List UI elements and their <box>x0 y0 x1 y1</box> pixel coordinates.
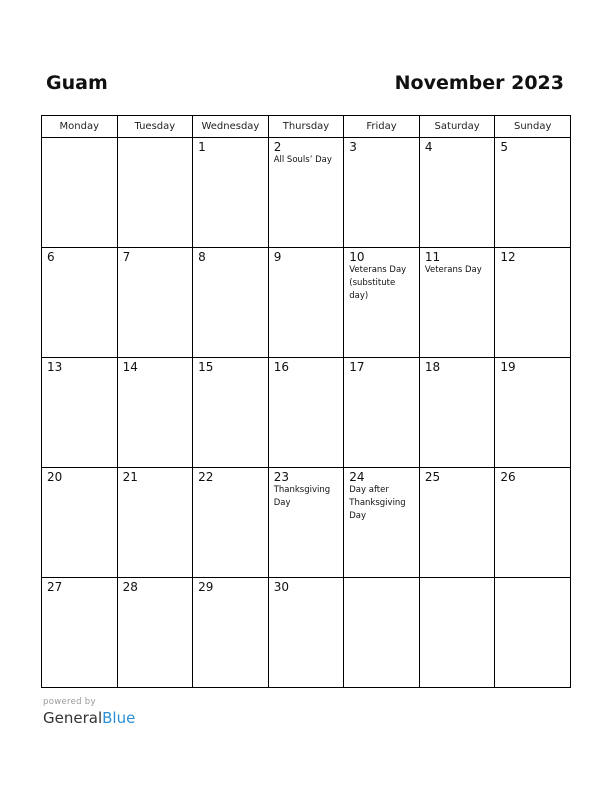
day-number: 25 <box>424 470 441 484</box>
day-cell[interactable] <box>193 468 269 578</box>
day-cell-content <box>118 358 193 374</box>
day-cell-content <box>193 248 268 264</box>
day-cell-content <box>269 138 344 167</box>
day-number: 4 <box>424 140 433 154</box>
day-cell-content <box>42 468 117 484</box>
day-number: 23 <box>273 470 289 484</box>
weekday-header-row <box>42 116 571 138</box>
day-cell-content <box>193 358 268 374</box>
day-cell[interactable] <box>495 358 571 468</box>
day-cell-content <box>42 578 117 594</box>
day-cell[interactable] <box>42 468 118 578</box>
brand-logo-part1: General <box>43 709 103 727</box>
day-cell[interactable] <box>419 468 495 578</box>
week-row <box>42 468 571 578</box>
day-cell-content <box>118 468 193 484</box>
day-number: 1 <box>198 140 206 154</box>
day-cell-content <box>193 578 268 594</box>
day-cell-content <box>118 578 193 594</box>
powered-by-text: powered by <box>43 697 96 707</box>
day-cell[interactable] <box>268 248 344 358</box>
day-number: 27 <box>47 580 63 594</box>
day-number: 6 <box>47 250 55 264</box>
day-number: 20 <box>47 470 63 484</box>
weekday-header-tuesday: Tuesday <box>117 116 193 138</box>
day-cell[interactable] <box>268 138 344 248</box>
day-cell[interactable] <box>193 138 269 248</box>
day-number: 5 <box>500 140 509 154</box>
day-cell-content <box>420 468 495 484</box>
day-cell-content <box>344 138 419 154</box>
day-cell-content <box>420 578 495 580</box>
day-cell[interactable] <box>193 358 269 468</box>
holiday-label: Thanksgiving Day <box>273 485 331 508</box>
weekday-header-monday: Monday <box>42 116 118 138</box>
day-number: 8 <box>198 250 206 264</box>
footer-branding <box>43 697 135 727</box>
day-cell-content <box>118 138 193 140</box>
day-number: 14 <box>122 360 138 374</box>
week-row <box>42 138 571 248</box>
day-number: 21 <box>122 470 138 484</box>
day-cell-content <box>495 578 570 580</box>
day-cell[interactable] <box>495 468 571 578</box>
day-cell[interactable] <box>42 248 118 358</box>
day-cell-content <box>495 138 570 154</box>
day-cell[interactable] <box>419 248 495 358</box>
day-number: 30 <box>273 580 289 594</box>
day-cell-content <box>495 358 570 374</box>
day-number: 26 <box>500 470 516 484</box>
day-cell[interactable] <box>344 468 420 578</box>
week-row <box>42 358 571 468</box>
week-row <box>42 248 571 358</box>
calendar-grid <box>41 115 571 688</box>
day-number: 18 <box>424 360 441 374</box>
day-cell[interactable] <box>344 358 420 468</box>
day-number: 12 <box>500 250 516 264</box>
day-cell-content <box>495 468 570 484</box>
holiday-label: Veterans Day <box>424 265 482 275</box>
day-number: 2 <box>273 140 282 154</box>
day-cell-content <box>344 468 419 523</box>
day-cell-content <box>42 248 117 264</box>
day-number: 16 <box>273 360 289 374</box>
month-year-title: November 2023 <box>394 72 564 94</box>
weekday-header-thursday: Thursday <box>268 116 344 138</box>
day-cell[interactable] <box>419 358 495 468</box>
day-cell-content <box>269 468 344 510</box>
weekday-header-sunday: Sunday <box>495 116 571 138</box>
empty-day-cell <box>344 578 420 688</box>
day-cell[interactable] <box>344 138 420 248</box>
weekday-header-friday: Friday <box>344 116 420 138</box>
day-cell[interactable] <box>117 358 193 468</box>
day-cell[interactable] <box>193 248 269 358</box>
day-cell[interactable] <box>193 578 269 688</box>
day-cell[interactable] <box>419 138 495 248</box>
empty-day-cell <box>419 578 495 688</box>
day-cell[interactable] <box>117 468 193 578</box>
day-cell-content <box>495 248 570 264</box>
empty-day-cell <box>42 138 118 248</box>
weekday-header-saturday: Saturday <box>419 116 495 138</box>
location-title: Guam <box>46 72 108 94</box>
day-cell[interactable] <box>117 248 193 358</box>
day-cell[interactable] <box>344 248 420 358</box>
day-cell[interactable] <box>268 358 344 468</box>
day-number: 9 <box>273 250 282 264</box>
day-cell-content <box>344 578 419 580</box>
day-number: 17 <box>349 360 365 374</box>
day-cell-content <box>42 358 117 374</box>
day-number: 19 <box>500 360 516 374</box>
day-cell-content <box>193 138 268 154</box>
day-number: 7 <box>122 250 131 264</box>
day-number: 22 <box>198 470 214 484</box>
brand-logo-part2: Blue <box>102 709 136 727</box>
day-number: 3 <box>349 140 357 154</box>
day-cell-content <box>344 358 419 374</box>
day-cell-content <box>193 468 268 484</box>
week-row <box>42 578 571 688</box>
day-number: 28 <box>122 580 138 594</box>
day-cell-content <box>118 248 193 264</box>
day-cell-content <box>420 358 495 374</box>
day-number: 11 <box>424 250 441 264</box>
empty-day-cell <box>495 578 571 688</box>
weekday-header-wednesday: Wednesday <box>193 116 269 138</box>
holiday-label: Veterans Day (substitute day) <box>349 265 407 301</box>
day-cell-content <box>269 358 344 374</box>
day-cell-content <box>344 248 419 303</box>
brand-logo[interactable] <box>43 709 135 727</box>
calendar-body <box>42 138 571 688</box>
day-number: 10 <box>349 250 365 264</box>
day-number: 13 <box>47 360 63 374</box>
holiday-label: All Souls’ Day <box>273 155 332 165</box>
day-number: 24 <box>349 470 365 484</box>
day-cell[interactable] <box>268 578 344 688</box>
day-cell-content <box>269 578 344 594</box>
empty-day-cell <box>117 138 193 248</box>
day-cell[interactable] <box>42 358 118 468</box>
day-cell[interactable] <box>495 138 571 248</box>
day-number: 15 <box>198 360 214 374</box>
day-cell[interactable] <box>42 578 118 688</box>
holiday-label: Day after Thanksgiving Day <box>349 485 406 521</box>
day-cell[interactable] <box>495 248 571 358</box>
day-cell-content <box>420 138 495 154</box>
day-cell-content <box>269 248 344 264</box>
day-cell[interactable] <box>117 578 193 688</box>
day-cell[interactable] <box>268 468 344 578</box>
day-cell-content <box>42 138 117 140</box>
day-number: 29 <box>198 580 214 594</box>
day-cell-content <box>420 248 495 277</box>
